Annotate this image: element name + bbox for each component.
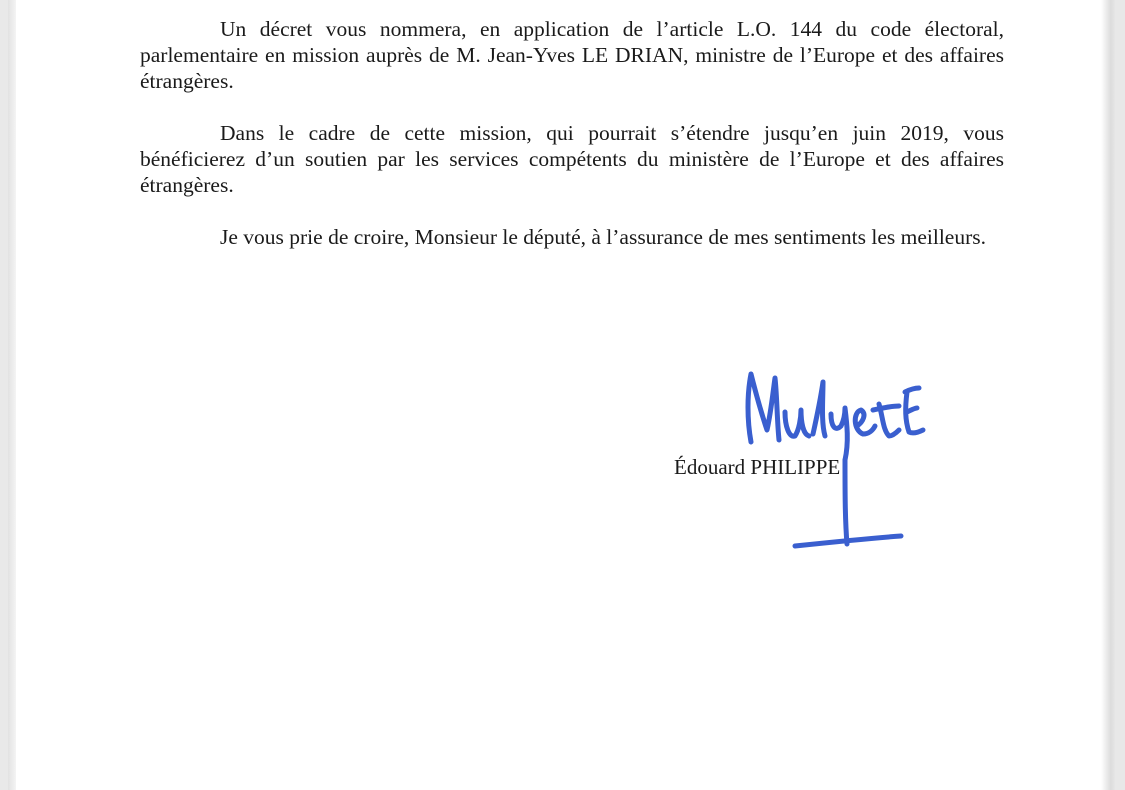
letter-body: [140, 16, 1004, 276]
page-right-edge: [1101, 0, 1115, 790]
paragraph-decree: Un décret vous nommera, en application de l’article L.O. 144 du code électoral, parlementaire en mission auprès de M. Jean-Yves LE DRIAN, ministre de l’Europe et des affaires étrangères.: [140, 17, 1004, 93]
paragraph-closing: Je vous prie de croire, Monsieur le député, à l’assurance de mes sentiments les meilleurs.: [220, 225, 987, 249]
page-left-edge: [8, 0, 16, 790]
paragraph-mission-support: Dans le cadre de cette mission, qui pourrait s’étendre jusqu’en juin 2019, vous bénéficierez d’un soutien par les services compétents du ministère de l’Europe et des affaires étrangères.: [140, 121, 1004, 197]
signatory-name: Édouard PHILIPPE: [674, 455, 841, 479]
handwritten-signature: [733, 360, 933, 560]
